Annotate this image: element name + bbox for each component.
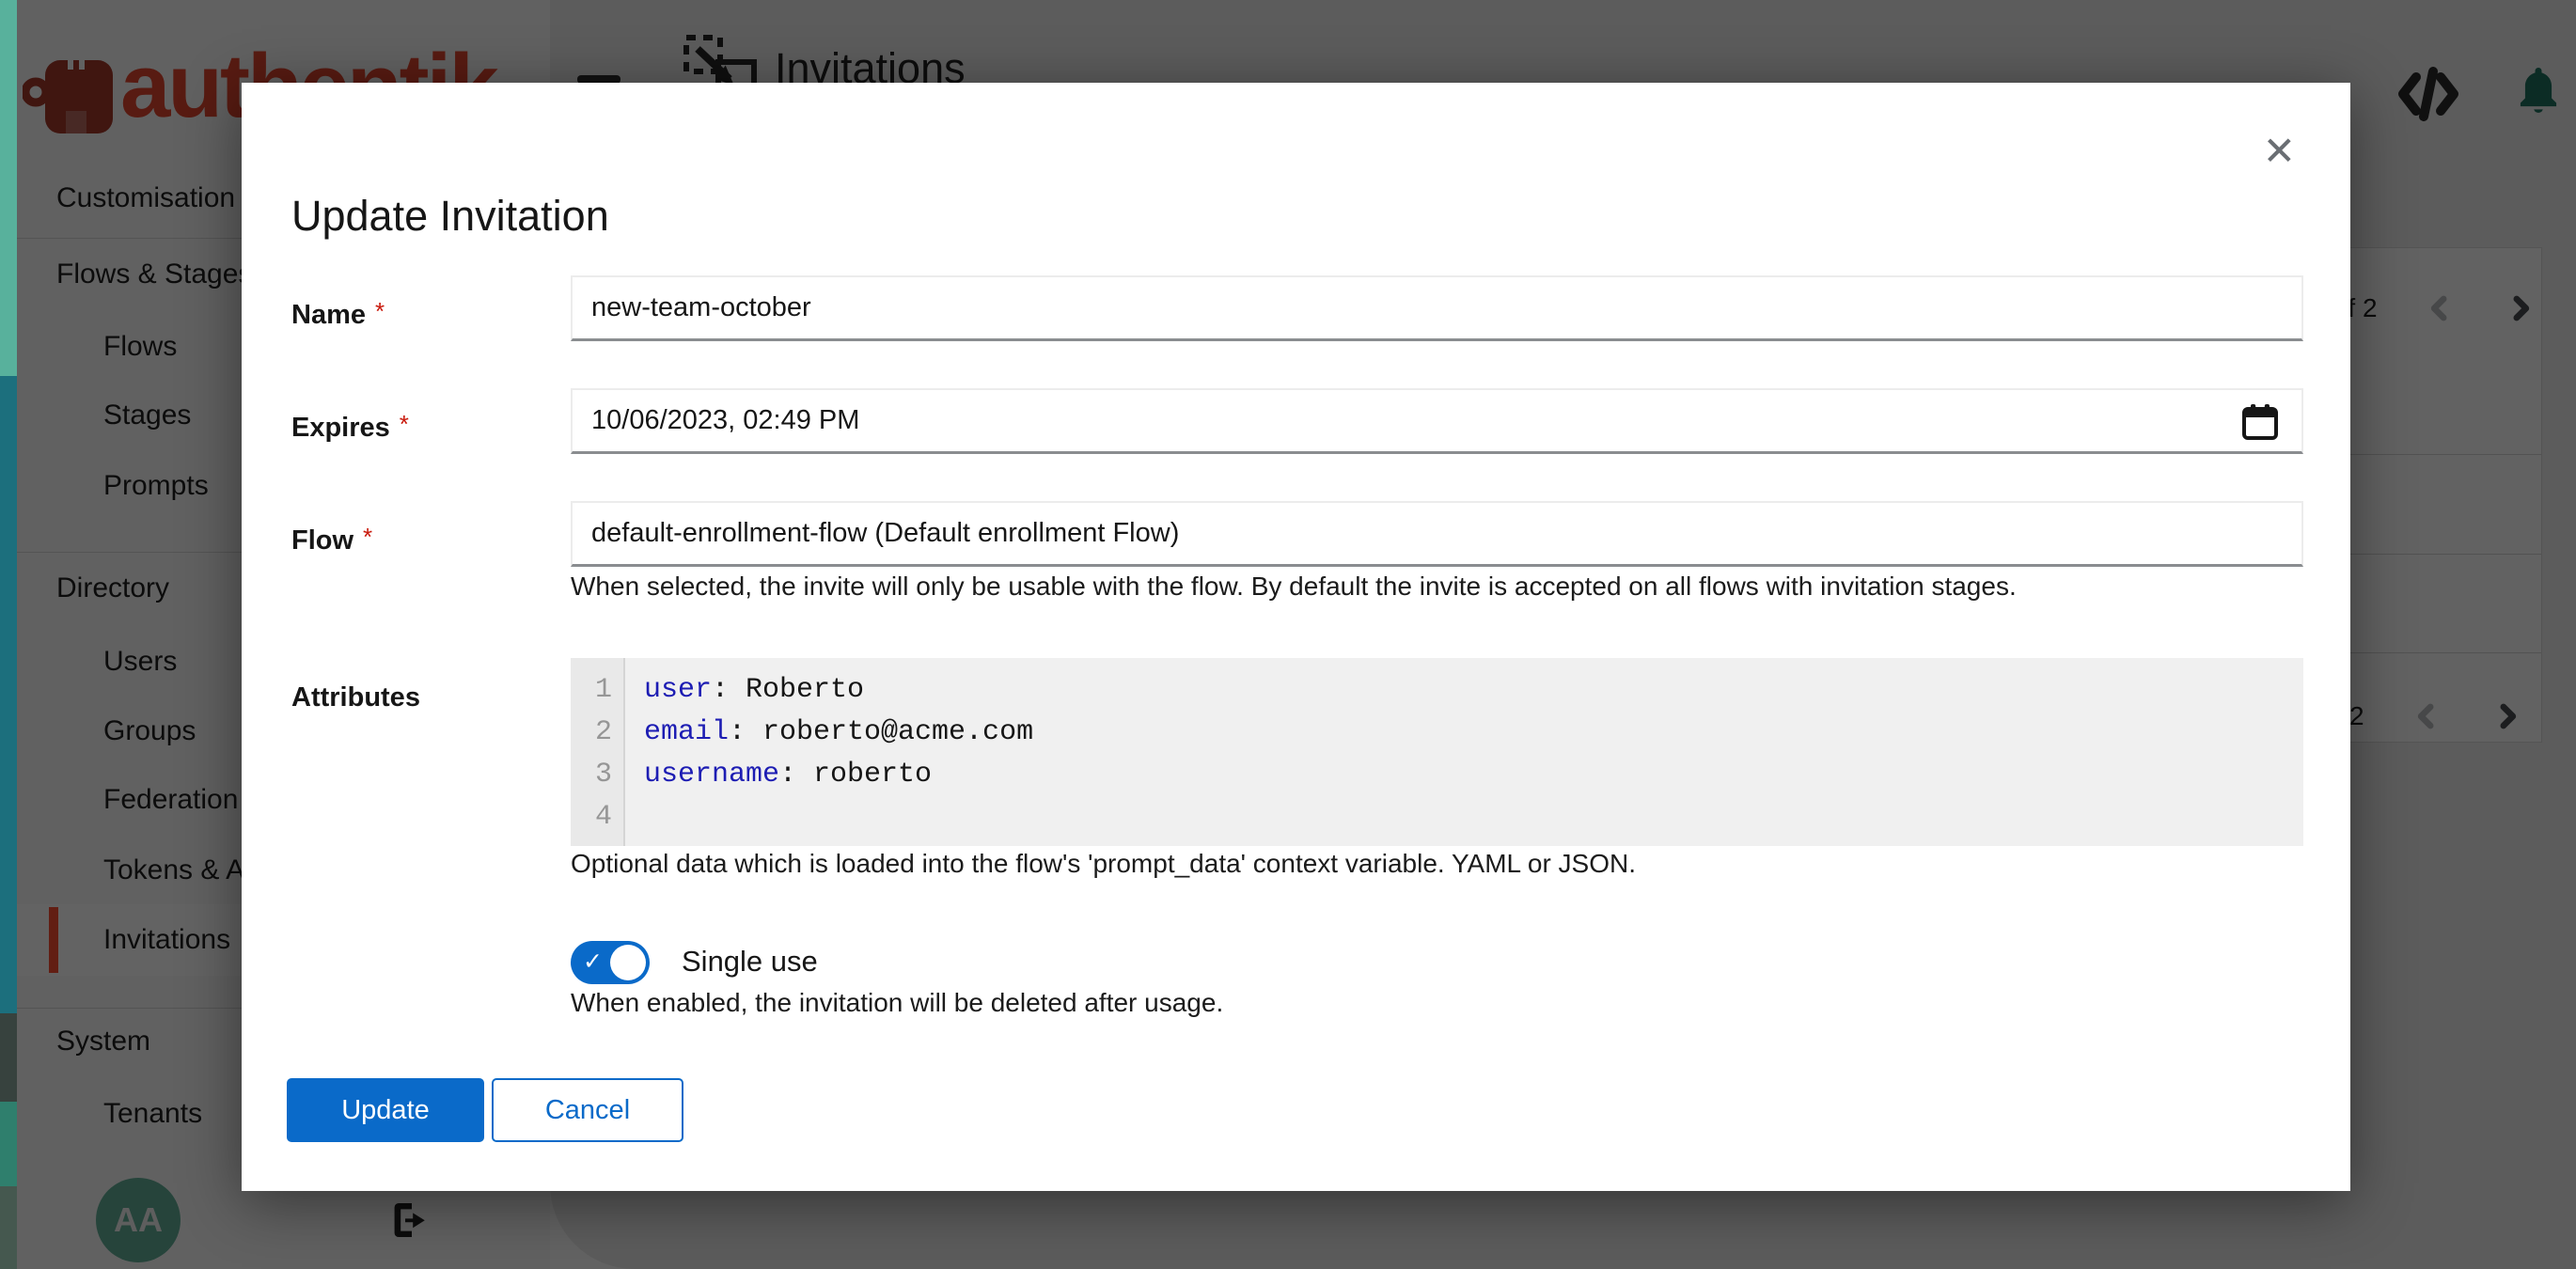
calendar-icon[interactable] xyxy=(2238,400,2283,445)
required-asterisk: * xyxy=(375,297,385,325)
attributes-label: Attributes xyxy=(291,682,420,713)
required-asterisk: * xyxy=(399,410,409,438)
expires-input[interactable]: 10/06/2023, 02:49 PM xyxy=(571,388,2303,454)
sidebar-scrollbar[interactable] xyxy=(0,0,17,1269)
update-button[interactable]: Update xyxy=(287,1078,484,1142)
single-use-help-text: When enabled, the invitation will be deleted after usage. xyxy=(571,988,1224,1017)
single-use-label: Single use xyxy=(682,945,818,978)
required-asterisk: * xyxy=(363,523,373,551)
name-label: Name * xyxy=(291,297,385,330)
attributes-help-text: Optional data which is loaded into the flow's 'prompt_data' context variable. YAML or JSON. xyxy=(571,849,1637,878)
flow-select[interactable]: default-enrollment-flow (Default enrollment Flow) xyxy=(571,501,2303,567)
toggle-knob xyxy=(610,945,646,980)
code-line: 2 email: roberto@acme.com xyxy=(594,716,1034,748)
flow-label: Flow * xyxy=(291,523,373,556)
code-line: 3 username: roberto xyxy=(594,759,933,791)
update-invitation-modal xyxy=(242,83,2350,1191)
close-icon[interactable]: ✕ xyxy=(2262,129,2296,173)
expires-label: Expires * xyxy=(291,410,409,443)
code-line: 4 xyxy=(594,801,612,833)
single-use-toggle[interactable] xyxy=(571,941,650,984)
code-line: 1 user: Roberto xyxy=(594,674,865,706)
flow-help-text: When selected, the invite will only be usable with the flow. By default the invite is accepted on all flows with invitation stages. xyxy=(571,572,2017,601)
attributes-code-editor[interactable] xyxy=(571,658,2303,846)
check-icon: ✓ xyxy=(583,948,603,975)
cancel-button[interactable]: Cancel xyxy=(492,1078,683,1142)
name-input[interactable]: new-team-october xyxy=(571,275,2303,341)
modal-title: Update Invitation xyxy=(291,192,609,240)
